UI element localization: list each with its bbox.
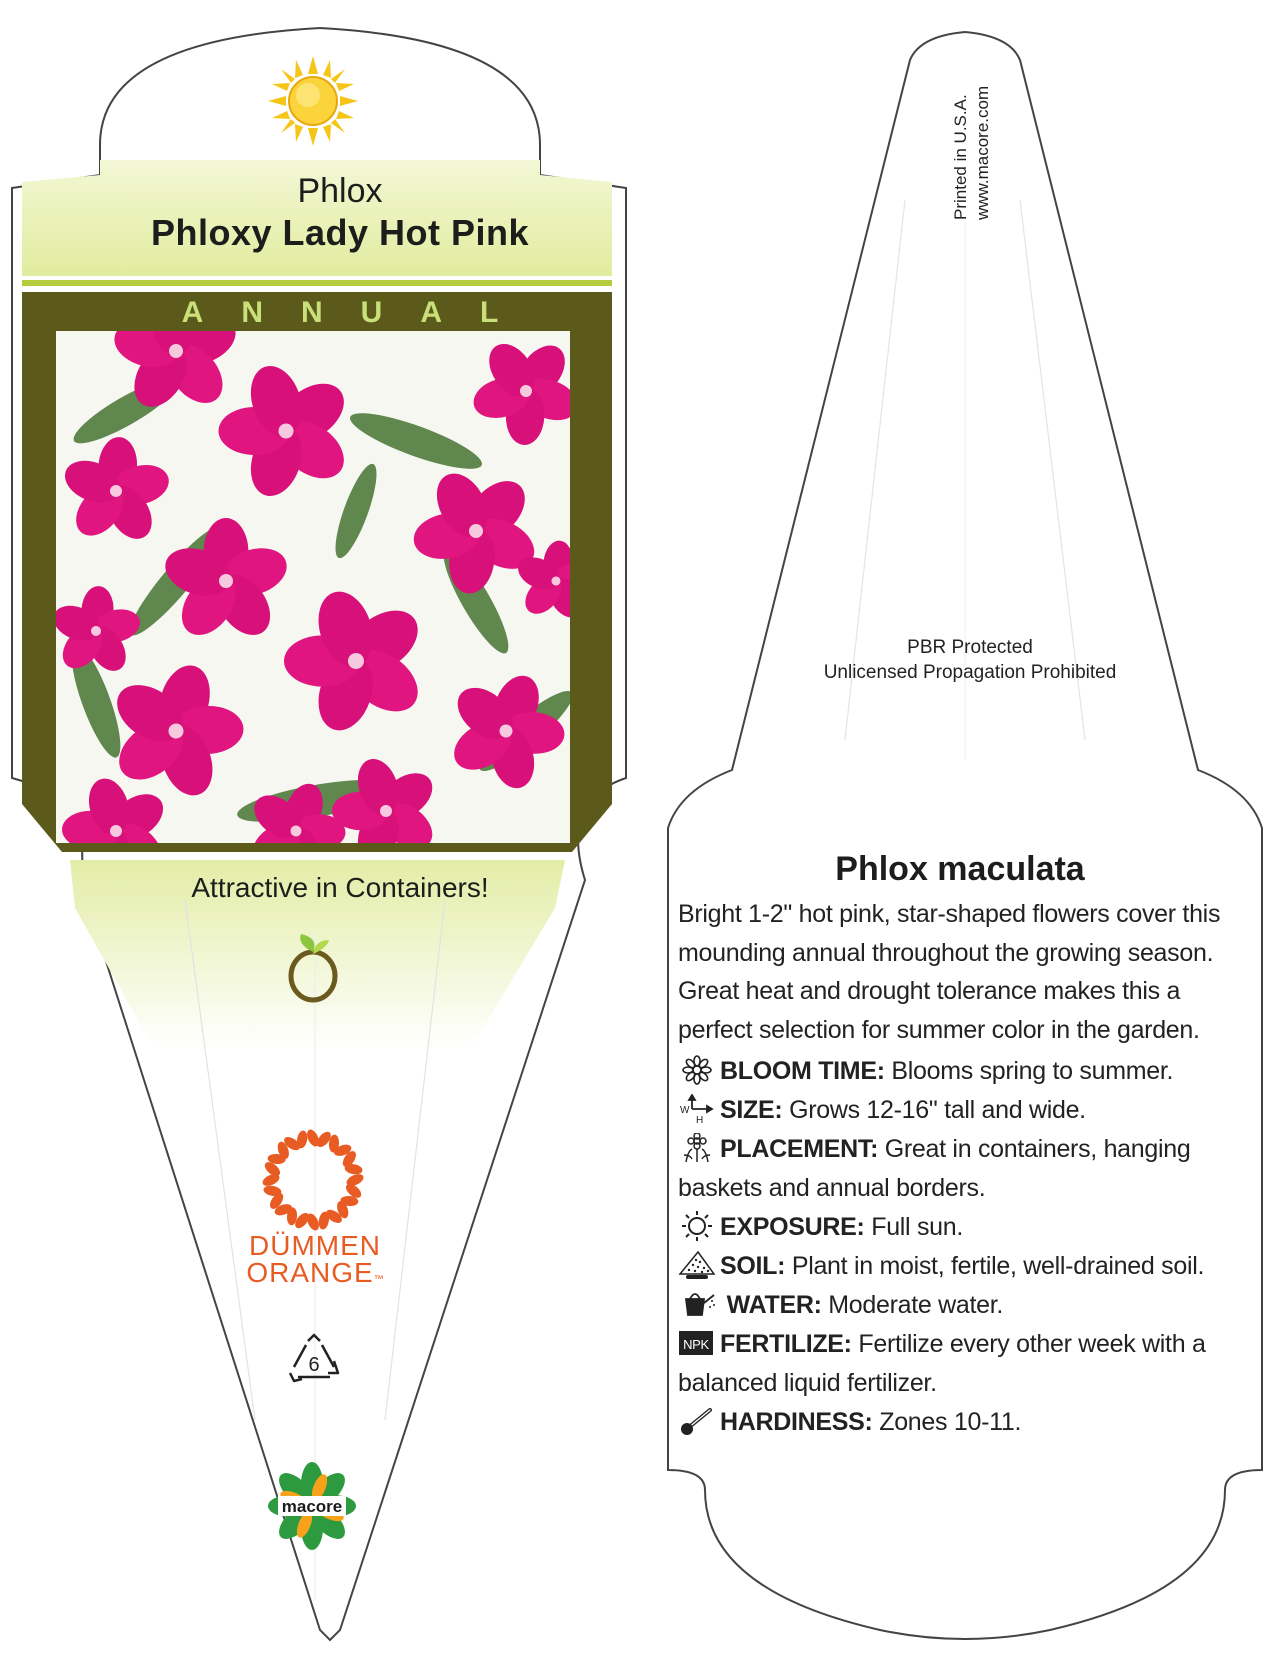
svg-text:NPK: NPK xyxy=(683,1337,709,1352)
breeder-name: DÜMMEN ORANGE™ xyxy=(246,1230,384,1288)
npk-icon xyxy=(678,1328,716,1358)
printed-in-text: Printed in U.S.A. xyxy=(951,94,970,220)
size-icon xyxy=(678,1094,716,1124)
soil-icon xyxy=(678,1250,716,1280)
sun-icon xyxy=(268,56,358,146)
attribute-bloom-time: BLOOM TIME: Blooms spring to summer. xyxy=(678,1052,1248,1091)
tagline: Attractive in Containers! xyxy=(191,872,489,903)
thermometer-icon xyxy=(678,1406,716,1436)
attribute-exposure: EXPOSURE: Full sun. xyxy=(678,1208,1248,1247)
svg-text:W: W xyxy=(680,1105,690,1116)
macore-logo xyxy=(268,1462,356,1550)
attribute-soil: SOIL: Plant in moist, fertile, well-drained soil. xyxy=(678,1247,1248,1286)
svg-text:6: 6 xyxy=(308,1354,320,1376)
pbr-notice: PBR Protected Unlicensed Propagation Prohibited xyxy=(823,637,1117,683)
attribute-water: WATER: Moderate water. xyxy=(678,1286,1248,1325)
genus-name: Phlox xyxy=(297,172,383,210)
svg-text:macore: macore xyxy=(281,1497,343,1516)
attribute-fertilize: NPK FERTILIZE: Fertilize every other week with a balanced liquid fertilizer. xyxy=(678,1330,1206,1397)
printer-info xyxy=(946,52,998,222)
seed-icon xyxy=(285,934,341,1004)
flower-icon xyxy=(678,1055,716,1085)
flower-photo xyxy=(56,331,570,843)
category-label: ANNUAL xyxy=(181,296,537,329)
header-divider xyxy=(22,280,612,286)
watering-can-icon xyxy=(678,1289,716,1319)
website-text: www.macore.com xyxy=(973,85,992,220)
attribute-hardiness: HARDINESS: Zones 10-11. xyxy=(678,1403,1248,1442)
variety-name: Phloxy Lady Hot Pink xyxy=(150,212,530,253)
sun-outline-icon xyxy=(678,1211,716,1241)
attribute-placement: PLACEMENT: Great in containers, hanging baskets and annual borders. xyxy=(678,1135,1191,1202)
scientific-name: Phlox maculata xyxy=(835,850,1085,888)
plant-description: Bright 1-2" hot pink, star-shaped flowers cover this mounding annual throughout the growing season. Great heat and drought tolerance makes this a perfect selection for summer color in the garden. xyxy=(678,900,1221,1044)
attribute-size: W H SIZE: Grows 12-16" tall and wide. xyxy=(680,1096,1086,1124)
svg-text:H: H xyxy=(696,1115,703,1124)
placement-icon xyxy=(678,1133,716,1163)
recycle-icon xyxy=(286,1333,342,1387)
